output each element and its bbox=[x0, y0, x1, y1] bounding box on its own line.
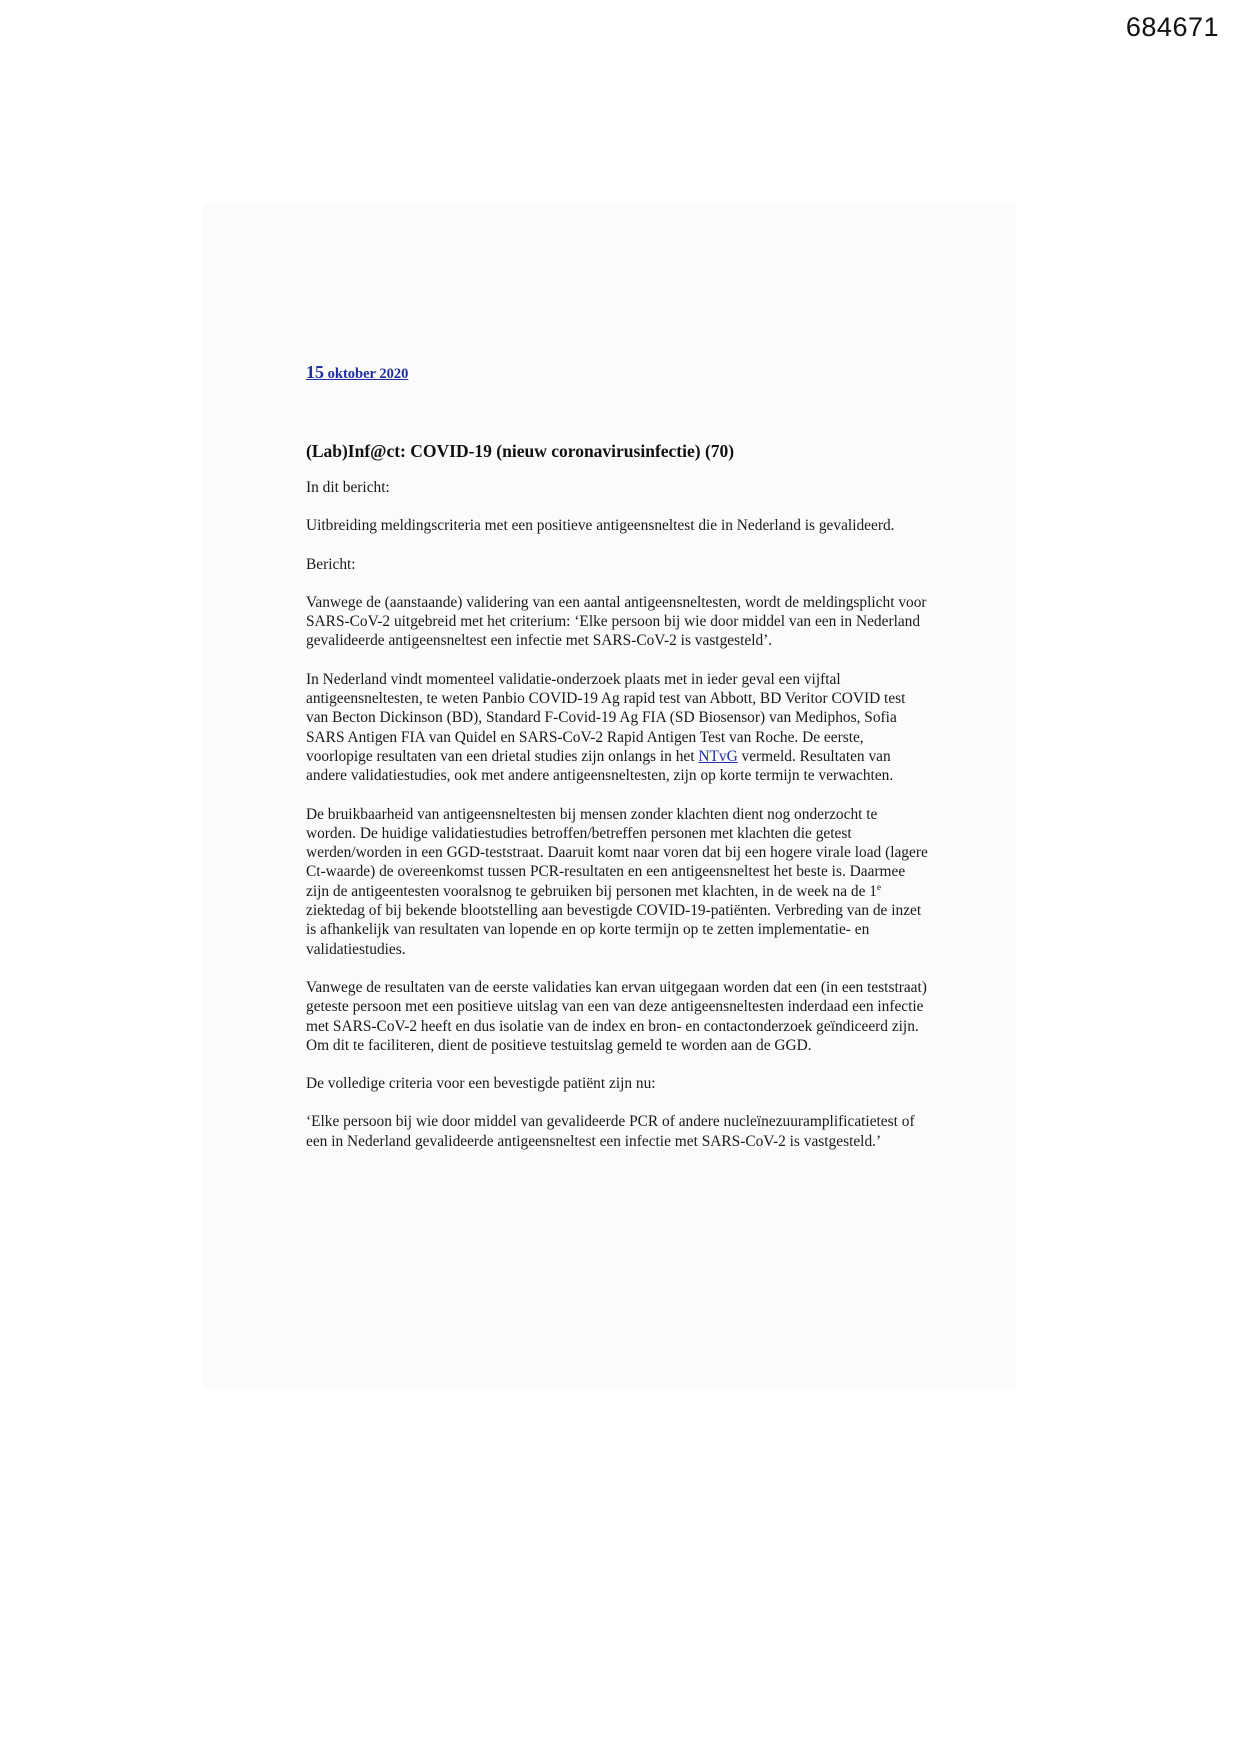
date-day: 15 bbox=[306, 362, 324, 382]
ntvg-link[interactable]: NTvG bbox=[698, 747, 738, 765]
paragraph-5: De volledige criteria voor een bevestigde patiënt zijn nu: bbox=[306, 1075, 656, 1093]
date-link[interactable] bbox=[306, 362, 408, 383]
summary-text: Uitbreiding meldingscriteria met een positieve antigeensneltest die in Nederland is gevalideerd. bbox=[306, 517, 895, 535]
paragraph-1: Vanwege de (aanstaande) validering van een aantal antigeensneltesten, wordt de meldingsplicht voor SARS-CoV-2 uitgebreid met het criterium: ‘Elke persoon bij wie door middel van een in Nederland gevalideerde antigeensneltest een infectie met SARS-CoV-2 is vastgesteld’. bbox=[306, 593, 927, 650]
paragraph-4: Vanwege de resultaten van de eerste validaties kan ervan uitgegaan worden dat een (in een teststraat) geteste persoon met een positieve uitslag van een van deze antigeensneltesten inderdaad een infectie met SARS-CoV-2 heeft en dus isolatie van de index en bron- en contactonderzoek geïndiceerd zijn. Om dit te faciliteren, dient de positieve testuitslag gemeld te worden aan de GGD. bbox=[306, 978, 927, 1054]
ordinal-superscript: e bbox=[876, 881, 881, 892]
paragraph-3-text-after: ziektedag of bij bekende blootstelling aan bevestigde COVID-19-patiënten. Verbreding van de inzet is afhankelijk van resultaten van lopende en op korte termijn op te zetten implementatie- en validatiestudies. bbox=[306, 902, 922, 958]
paragraph-3 bbox=[306, 805, 931, 959]
message-label: Bericht: bbox=[306, 555, 356, 573]
paragraph-6: ‘Elke persoon bij wie door middel van gevalideerde PCR of andere nucleïnezuuramplificatietest of een in Nederland gevalideerde antigeensneltest een infectie met SARS-CoV-2 is vastgesteld.’ bbox=[306, 1113, 915, 1150]
message-title: (Lab)Inf@ct: COVID-19 (nieuw coronavirusinfectie) (70) bbox=[306, 441, 735, 461]
paragraph-3-text-before: De bruikbaarheid van antigeensneltesten bij mensen zonder klachten dient nog onderzocht te worden. De huidige validatiestudies betroffen/betreffen personen met klachten die getest werden/worden in een GGD-teststraat. Daaruit komt naar voren dat bij een hogere virale load (lagere Ct-waarde) de overeenkomst tussen PCR-resultaten en een antigeensneltest het beste is. Daarmee zijn de antigeentesten vooralsnog te gebruiken bij personen met klachten, in de week na de 1 bbox=[306, 805, 928, 900]
date-month-year: oktober 2020 bbox=[327, 366, 409, 382]
paragraph-2 bbox=[306, 670, 931, 786]
document-body bbox=[306, 362, 931, 1151]
paragraph-2-text-before: In Nederland vindt momenteel validatie-onderzoek plaats met in ieder geval een vijftal antigeensneltesten, te weten Panbio COVID-19 Ag rapid test van Abbott, BD Veritor COVID test van Becton Dickinson (BD), Standard F-Covid-19 Ag FIA (SD Biosensor) van Mediphos, Sofia SARS Antigen FIA van Quidel en SARS-CoV-2 Rapid Antigen Test van Roche. De eerste, voorlopige resultaten van een drietal studies zijn onlangs in het bbox=[306, 670, 906, 765]
document-id: 684671 bbox=[1125, 12, 1219, 42]
paragraph-2-text-after: vermeld. Resultaten van andere validatiestudies, ook met andere antigeensneltesten, zijn op korte termijn te verwachten. bbox=[306, 747, 894, 785]
intro-label: In dit bericht: bbox=[306, 479, 390, 496]
